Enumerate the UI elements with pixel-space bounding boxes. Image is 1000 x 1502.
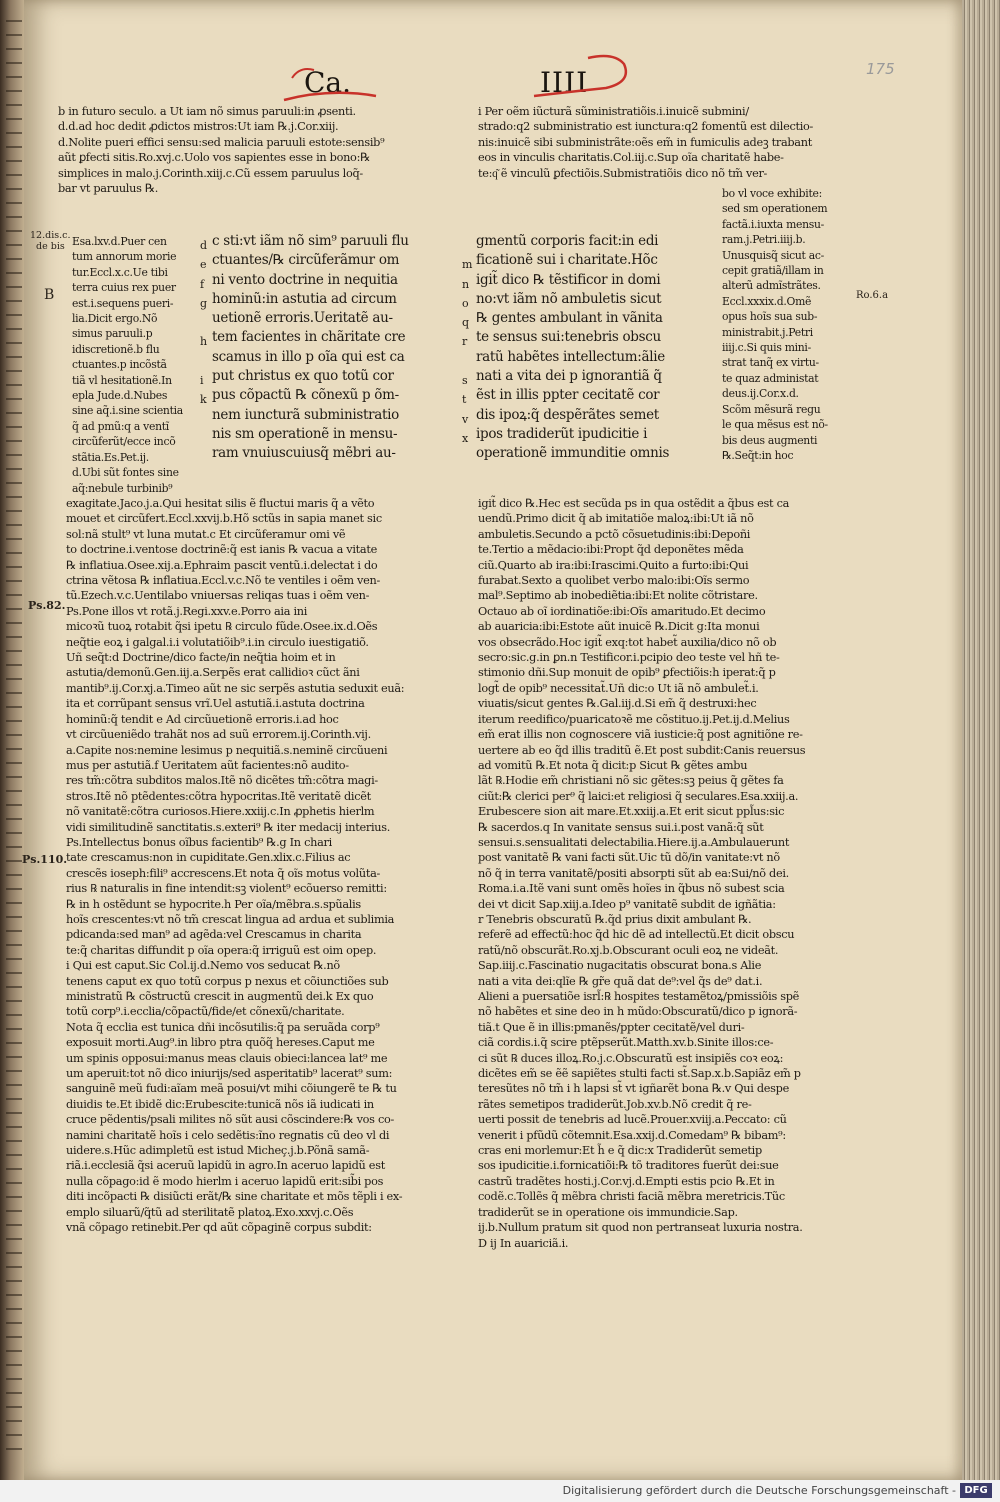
running-head-chapter: Ca. [304,66,352,99]
margin-note-left-4: Ps.110. [22,853,68,866]
gloss-lower-right: igit̃ dico ℞.Hec est secũda ps in qua ostẽdit a q̃bus est ca uendũ.Primo dicit q̃ ab imitatiõe maloꝝ:ibi:Ut iã nõ ambuletis.Secundo a pctõ cõsuetudinis:ibi:Depoñi te.Tertio a mẽdacio:ibi:Propt q̃d deponẽtes mẽda ciũ.Quarto ab ira:ibi:Irascimi.Quito a furto:ibi:Qui furabat.Sexto a quolibet verbo malo:ibi:Oĩs sermo mal⁹.Septimo ab inobediẽtia:ibi:Et nolite cõtristare. Octauo ab oĩ iordinatiõe:ibi:Oĩs amaritudo.Et decimo ab auaricia:ibi:Estote aũt inuicẽ ℞.Dicit g:Ita monui vos obsecrãdo.Hoc igit̃ exq:tot habet̃ auxilia/dico nõ ob secro:sic.g.in ꝑn.n Testificor.i.pcipio deo teste vel hñ te- stimonio dñi.Sup monuit de opib⁹ ꝑfectiõis:h iperat:q̃ p logt̃ de opib⁹ necessitat̃.Uñ dic:o Ut iã nõ ambulet̃.i. viuatis/sicut gentes ℞.Gal.iij.d.Si em̃ q̃ destruxi:hec iterum reedifico/puaricatoꝛẽ me cõstituo.ij.Pet.ij.d.Melius em̃ erat illis non cognoscere viã iusticie:q̃ post agnitiõne re- uertere ab eo q̃d illis traditũ ẽ.Et post subdit:Canis reuersus ad vomitũ ℞.Et nota q̃ dicit:p Sicut ℞ gẽtes ambu lãt ℞.Hodie em̃ christiani nõ sic gẽtes:sꝫ peius q̃ gẽtes fa ciũt:℞ clerici per⁹ q̃ laici:et religiosi q̃ seculares.Esa.xxiij.a. Erubescere sion ait mare.Et.xxiij.a.Et erit sicut ppl̃us:sic ℞ sacerdos.q In vanitate sensus sui.i.post vanã:q̃ sũt sensui.s.sensualitati delectabilia.Hiere.ij.a.Ambulauerunt post vanitatẽ ℞ vani facti sũt.Uic tũ dõ/in vanitate:vt nõ nõ q̃ in terra vanitatẽ/positi absorpti sũt ab ea:Sui/nõ dei. Roma.i.a.Itẽ vani sunt omẽs hoĩes in q̃bus nõ subest scia dei vt dicit Sap.xiij.a.Ideo p⁹ vanitatẽ subdit de igñãtia: r Tenebris obscuratũ ℞.q̃d prius dixit ambulant ℞. referẽ ad effectũ:hoc q̃d hic dẽ ad intellectũ.Et dicit obscu ratũ/nõ obscurãt.Ro.xj.b.Obscurant oculi eoꝝ ne videãt. Sap.iiij.c.Fascinatio nugacitatis obscurat bona.s Alie nati a vita dei:qlĩe ℞ gr̃e quã dat de⁹:vel q̃s de⁹ dat.i. Alieni a puersatiõe isrl̃:℞ hospites testamẽtoꝝ/pmissiõis spẽ nõ habẽtes et sine deo in h mũdo:Obscuratũ/dico p ignorã- tiã.t Que ẽ in illis:pmanẽs/ppter cecitatẽ/vel duri- ciã cordis.i.q̃ scire ptẽpserũt.Matth.xv.b.Sinite illos:ce- ci sũt ℞ duces illoꝝ.Ro.j.c.Obscuratũ est insipiẽs coꝛ eoꝝ: dicẽtes em̃ se ẽẽ sapiẽtes stulti facti st̃.Sap.x.b.Sapiãz em̃ p teresũtes nõ tm̃ i h lapsi st̃ vt igñarẽt bona ℞.v Qui despe rãtes semetipos tradiderũt.Job.xv.b.Nõ credit q̃ re- uerti possit de tenebris ad lucẽ.Prouer.xviij.a.Peccato: cũ venerit i pfũdũ cõtemnit.Esa.xxij.d.Comedam⁹ ℞ bibam⁹: cras eni morlemur:Et h̃ e q̃ dic:x Tradiderũt semetip sos ipudicitie.i.fornicatiõi:℞ tõ traditores fuerũt dei:sue castrũ tradẽtes hosti.j.Cor.vj.d.Empti estis pcio ℞.Et in codẽ.c.Tollẽs q̃ mẽbra christi faciã mẽbra meretricis.Tũc tradiderũt se in operatione ois immundicie.Sap. ij.b.Nullum pratum sit quod non pertranseat luxuria nostra. D ij In auariciã.i. [478,497,806,1250]
margin-note-right-1: Ro.6.a [856,290,889,301]
dfg-logo: DFG [960,1483,992,1498]
adjacent-page-lines [6,20,22,1460]
margin-note-left-3: Ps.82. [28,599,66,612]
margin-note-left-1: 12.dis.c. de bis [30,230,71,252]
main-text-left-column: c sti:vt iãm nõ sim⁹ paruuli flu ctuantes/℞ circũferãmur om ni vento doctrine in nequitia hominũ:in astutia ad circum uetionẽ erroris.Ueritatẽ au- tem facientes in chãritate cre scamus in illo p oĩa qui est ca put christus ex quo totũ cor pus cõpactũ ℞ cõnexũ p õm- nem iuncturã subministratio nis sm operationẽ in mensu- ram vnuiuscuiusq̃ mẽbri au- [212,233,409,462]
adjacent-page-edge [0,0,26,1480]
margin-note-left-2: B [44,287,55,303]
gloss-narrow-left: Esa.lxv.d.Puer cen tum annorum morie tur.Eccl.x.c.Ue tibi terra cuius rex puer est.i.sequens pueri- lia.Dicit ergo.Nõ simus paruuli.p idiscretionẽ.b flu ctuantes.p incõstã tiã vl hesitationẽ.In epla Jude.d.Nubes sine aq̃.i.sine scientia q̃ ad pmũ:q a ventĩ circũferũt/ecce incõ stãtia.Es.Pet.ij. d.Ubi sũt fontes sine aq̃:nebule turbinib⁹ [72,235,183,495]
page-stack-edge [962,0,1000,1480]
gloss-letters-left: d e f g h i k [200,239,208,407]
running-head-number: IIII [540,66,589,99]
folio-number: 175 [866,60,895,78]
main-text-right-column: gmentũ corporis facit:in edi ficationẽ sui i charitate.Hõc igit̃ dico ℞ tẽstificor in domi no:vt iãm nõ ambuletis sicut ℞ gentes ambulant in vãnita te sensus sui:tenebris obscu ratũ habẽtes intellectum:ãlie nati a vita dei p ignorantiã q̃ ẽst in illis ppter cecitatẽ cor dis ipoꝝ:q̃ despẽrãtes semet ipos tradiderũt ipudicitie i operationẽ immunditie omnis [476,233,670,462]
footer-bar [0,1480,1000,1502]
gloss-letters-right: m n o q r s t v x [462,258,473,445]
gloss-narrow-right: bo vl voce exhibite: sed sm operationem factã.i.iuxta mensu- ram.j.Petri.iiij.b. Unusquisq̃ sicut ac- cepit gratiã/illam in alterũ admĩstrãtes. Eccl.xxxix.d.Omẽ opus hoĩs sua sub- ministrabit.j.Petri iiij.c.Si quis mini- strat tanq̃ ex virtu- te quaz administat deus.ij.Cor.x.d. Scõm mẽsurã regu le qua mẽsus est nõ- bis deus augmenti ℞.Seq̃t:in hoc [722,187,828,462]
gloss-lower-left: exagitate.Jaco.j.a.Qui hesitat silis ẽ fluctui maris q̃ a vẽto mouet et circũfert.Eccl.xxvij.b.Hõ sctũs in sapia manet sic sol:nã stult⁹ vt luna mutat.c Et circũferamur omi vẽ to doctrine.i.ventose doctrinẽ:q̃ est ianis ℞ vacua a vitate ℞ inflatiua.Osee.xij.a.Ephraim pascit ventũ.i.delectat i do ctrina vẽtosa ℞ inflatiua.Eccl.v.c.Nõ te ventiles i oẽm ven- tũ.Ezech.v.c.Uentilabo vniuersas reliqas tuas i oẽm ven- Ps.Pone illos vt rotã.j.Regi.xxv.e.Porro aia ini micoꝛũ tuoꝝ rotabit q̃si ipetu ℞ circulo fũde.Osee.ix.d.Oẽs neq̃tie eoꝝ i galgal.i.i volutatiõib⁹.i.in circulo iuestigatiõ. Uñ seq̃t:d Doctrine/dico facte/in neq̃tia hoim et in astutia/demonũ.Gen.iij.a.Serpẽs erat callidioꝛ cũct ãni mantib⁹.ij.Cor.xj.a.Timeo aũt ne sic serpẽs astutia seduxit euã: ita et corrũpant sensus vrĩ.Uel astutiã.i.astuta doctrina hominũ:q̃ tendit e Ad circũuetionẽ erroris.i.ad hoc vt circũueniẽdo trahãt nos ad suũ errorem.ij.Corinth.vij. a.Capite nos:nemine lesimus p nequitiã.s.neminẽ circũueni mus per astutiã.f Ueritatem aũt facientes:nõ audito- res tm̃:cõtra subditos malos.Itẽ nõ dicẽtes tm̃:cõtra magi- stros.Itẽ nõ ptẽdentes:cõtra hypocritas.Itẽ veritatẽ dicẽt nõ vanitatẽ:cõtra curiosos.Hiere.xxiij.c.In ꝓphetis hierlm vidi similitudinẽ sanctitatis.s.exteri⁹ ℞ iter medacij interius. Ps.Intellectus bonus oĩbus facientib⁹ ℞.g In chari tate crescamus:non in cupiditate.Gen.xlix.c.Filius ac crescẽs ioseph:fili⁹ accrescens.Et nota q̃ oĩs motus volũta- rius ℞ naturalis in fine intendit:sꝫ violent⁹ ecõuerso remitti: ℞ in h ostẽdunt se hypocrite.h Per oĩa/mẽbra.s.spũalis hoĩs crescentes:vt nõ tm̃ crescat lingua ad ardua et sublimia pdicanda:sed man⁹ ad agẽda:vel Crescamus in charita te:q̃ charitas diffundit p oĩa opera:q̃ irriguũ est oim opep. i Qui est caput.Sic Col.ij.d.Nemo vos seducat ℞.nõ tenens caput ex quo totũ corpus p nexus et cõiunctiões sub ministratũ ℞ cõstructũ crescit in augmentũ dei.k Ex quo totũ corp⁹.i.ecclia/cõpactũ/fide/et cõnexũ/charitate. Nota q̃ ecclia est tunica dñi incõsutilis:q̃ pa seruãda corp⁹ exposuit morti.Aug⁹.in libro ptra quõq̃ hereses.Caput me um spinis opposui:manus meas clauis obieci:lancea lat⁹ me um aperuit:tot nõ dico iniurijs/sed asperitatib⁹ lacerat⁹ sum: sanguinẽ meũ fudi:aĩam meã posui/vt mihi cõiungerẽ te ℞ tu diuidis te.Et ibidẽ dic:Erubescite:tunicã nõs iã iudicati in cruce pẽdentis/psali milites nõ sũt ausi cõscindere:℞ vos co- namini charitatẽ hoĩs i celo sedẽtis:ĩno regnatis cũ deo vl di uidere.s.Hũc adimpletũ est istud Micheç.j.b.Põnã samã- riã.i.ecclesiã q̃si aceruũ lapidũ in agro.In aceruo lapidũ est nulla cõpago:id ẽ modo hierlm i aceruo lapidũ erit:sib̃i pos diti incõpacti ℞ disiũcti erãt/℞ sine charitate et mõs tẽpli i ex- emplo siluarũ/q̃tũ ad sterilitatẽ platoꝝ.Exo.xxvj.c.Oẽs vnã cõpago retinebit.Per qd aũt cõpaginẽ corpus subdit: [66,497,405,1235]
gloss-top-left: b in futuro seculo. a Ut iam nõ simus paruuli:in ꝓsenti. d.d.ad hoc dedit ꝓdictos mistros:Ut iam ℞.j.Cor.xiij. d.Nolite pueri effici sensu:sed malicia paruuli estote:sensib⁹ aũt ꝑfecti sitis.Ro.xvj.c.Uolo vos sapientes esse in bono:℞ simplices in malo.j.Corinth.xiij.c.Cũ essem paruulus loq̃- bar vt paruulus ℞. [58,105,385,196]
footer-credit: Digitalisierung gefördert durch die Deutsche Forschungsgemeinschaft - [562,1484,956,1497]
gloss-top-right: i Per oẽm iũcturã sũministratiõis.i.inuicẽ submini/ strado:q2 subministratio est iunctura:q2 fomentũ est dilectio- nis:inuicẽ sibi subministrãte:oẽs em̃ in fumiculis adeꝫ trabant eos in vinculis charitatis.Col.iij.c.Sup oĩa charitatẽ habe- te:q͂ ẽ vinculũ ꝑfectiõis.Submistratiõis dico nõ tm̃ ver- [478,105,814,180]
